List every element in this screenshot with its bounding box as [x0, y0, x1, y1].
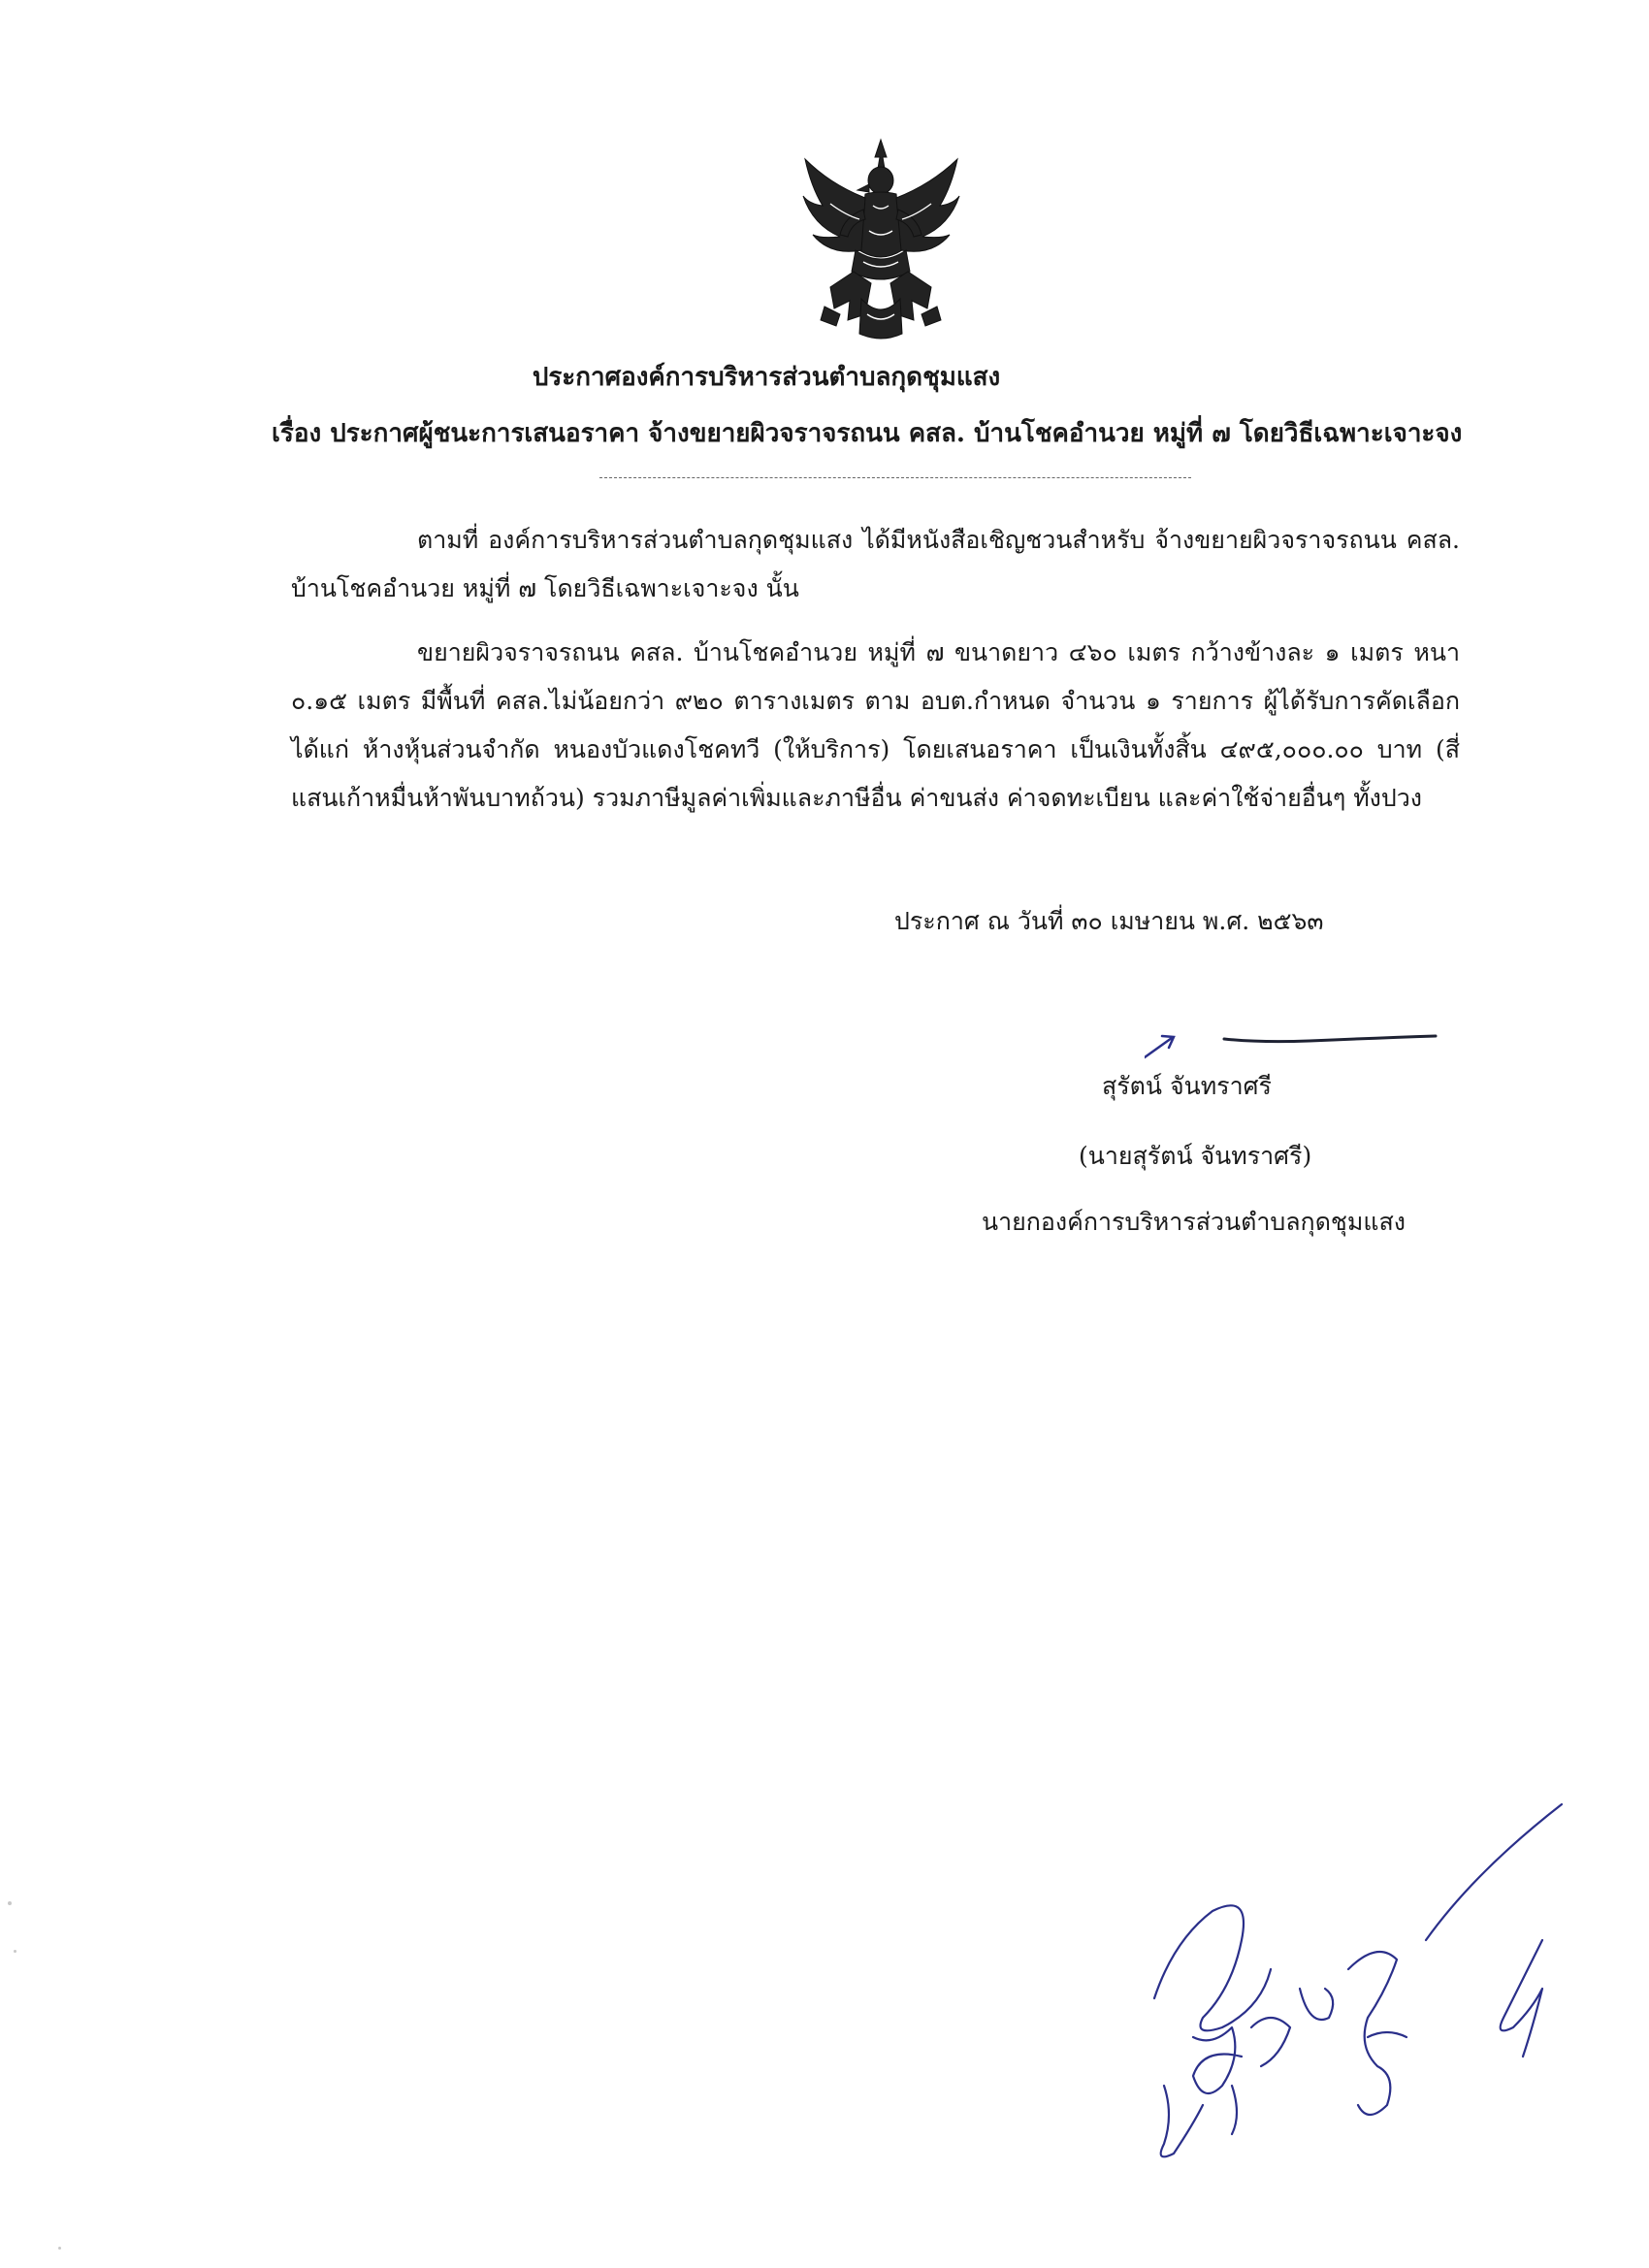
- signature-stroke-icon: [1145, 1019, 1455, 1067]
- scan-speck: [8, 1901, 12, 1905]
- handwritten-signature-icon: [1135, 1795, 1600, 2202]
- garuda-emblem-icon: [801, 136, 961, 344]
- scan-speck: [58, 2247, 61, 2250]
- announcement-title: ประกาศองค์การบริหารส่วนตำบลกุดชุมแสง: [532, 363, 1001, 392]
- title-separator: [599, 477, 1191, 478]
- signatory-position: นายกองค์การบริหารส่วนตำบลกุดชุมแสง: [982, 1208, 1406, 1236]
- signatory-full-name: (นายสุรัตน์ จันทราศรี): [1079, 1142, 1312, 1170]
- signatory-name: สุรัตน์ จันทราศรี: [1102, 1072, 1272, 1100]
- announcement-subject: เรื่อง ประกาศผู้ชนะการเสนอราคา จ้างขยายผิวจราจรถนน คสล. บ้านโชคอำนวย หมู่ที่ ๗ โดยวิธีเฉพาะเจาะจง: [272, 419, 1463, 448]
- scan-speck: [14, 1950, 16, 1953]
- body-paragraph-1: ตามที่ องค์การบริหารส่วนตำบลกุดชุมแสง ได้มีหนังสือเชิญชวนสำหรับ จ้างขยายผิวจราจรถนน คสล. บ้านโชคอำนวย หมู่ที่ ๗ โดยวิธีเฉพาะเจาะจง นั้น: [291, 526, 1460, 602]
- body-paragraph-2: ขยายผิวจราจรถนน คสล. บ้านโชคอำนวย หมู่ที่ ๗ ขนาดยาว ๔๖๐ เมตร กว้างข้างละ ๑ เมตร หนา ๐.๑๕ เมตร มีพื้นที่ คสล.ไม่น้อยกว่า ๙๒๐ ตารางเมตร ตาม อบต.กำหนด จำนวน ๑ รายการ ผู้ได้รับการคัดเลือก ได้แก่ ห้างหุ้นส่วนจำกัด หนองบัวแดงโชคทวี (ให้บริการ) โดยเสนอราคา เป็นเงินทั้งสิ้น ๔๙๕,๐๐๐.๐๐ บาท (สี่แสนเก้าหมื่นห้าพันบาทถ้วน) รวมภาษีมูลค่าเพิ่มและภาษีอื่น ค่าขนส่ง ค่าจดทะเบียน และค่าใช้จ่ายอื่นๆ ทั้งปวง: [291, 638, 1460, 812]
- announcement-date: ประกาศ ณ วันที่ ๓๐ เมษายน พ.ศ. ๒๕๖๓: [894, 907, 1324, 935]
